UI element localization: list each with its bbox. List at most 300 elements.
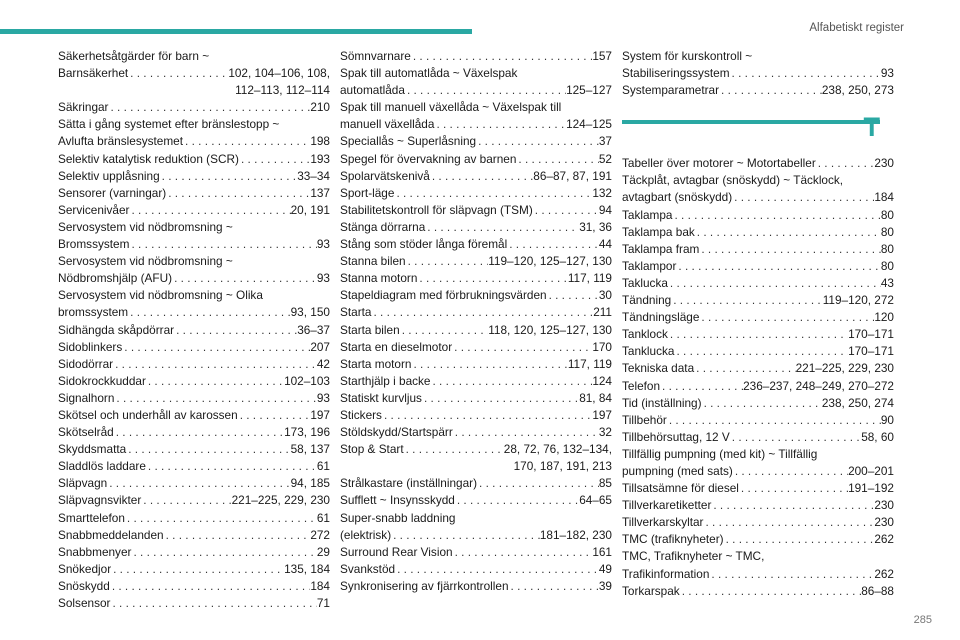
- page-references: 230: [874, 156, 894, 171]
- index-entry-line: [58, 458, 330, 475]
- dot-leader: [111, 561, 284, 578]
- index-term: avtagbart (snöskydd): [622, 190, 733, 205]
- index-term: Systemparametrar: [622, 83, 720, 98]
- index-term: Taklucka: [622, 275, 668, 290]
- index-entry: [340, 475, 612, 492]
- index-term: Stång som stöder långa föremål: [340, 237, 508, 252]
- index-entry: [622, 548, 894, 582]
- index-entry: [58, 595, 330, 612]
- dot-leader: [674, 343, 848, 360]
- index-entry: [622, 82, 894, 99]
- dot-leader: [406, 253, 489, 270]
- dot-leader: [547, 287, 599, 304]
- index-entry: [340, 168, 612, 185]
- page-references: 210: [310, 100, 330, 115]
- dot-leader: [114, 390, 316, 407]
- index-entry-line: [622, 65, 894, 82]
- index-entry-line: [340, 356, 612, 373]
- page-references: 93: [316, 237, 330, 252]
- index-entry: [340, 219, 612, 236]
- index-term: Surround Rear Vision: [340, 544, 453, 559]
- page-references: 200–201: [848, 463, 894, 478]
- page-references: 262: [874, 532, 894, 547]
- dot-leader: [174, 322, 297, 339]
- index-term: Strålkastare (inställningar): [340, 476, 478, 491]
- page-references-continued: 112–113, 112–114: [235, 83, 330, 98]
- index-entry: [622, 480, 894, 497]
- index-term: Sladdlös laddare: [58, 459, 146, 474]
- index-entry-line: [340, 544, 612, 561]
- index-entry-line: [340, 99, 612, 116]
- index-entry: [622, 258, 894, 275]
- dot-leader: [391, 527, 540, 544]
- page-references: 37: [598, 134, 612, 149]
- index-term: Snöskydd: [58, 578, 110, 593]
- index-term: pumpning (med sats): [622, 463, 733, 478]
- index-entry-line: [622, 326, 894, 343]
- index-entry: [58, 424, 330, 441]
- index-entry: [58, 510, 330, 527]
- index-entry-line: [58, 441, 330, 458]
- index-entry-line: [58, 168, 330, 185]
- page-references: 49: [598, 561, 612, 576]
- index-term: Starta motorn: [340, 356, 412, 371]
- index-entry-line: [58, 561, 330, 578]
- page-references: 20, 191: [290, 202, 330, 217]
- index-term: Starta: [340, 305, 372, 320]
- index-entry-line: [58, 151, 330, 168]
- page-references: 36–37: [297, 322, 330, 337]
- index-term: Servicenivåer: [58, 202, 130, 217]
- dot-leader: [107, 475, 290, 492]
- page-references: 135, 184: [284, 561, 330, 576]
- dot-leader: [533, 202, 599, 219]
- index-term: Snökedjor: [58, 561, 112, 576]
- index-entry: [622, 343, 894, 360]
- index-entry: [58, 116, 330, 150]
- index-entry-line: [340, 185, 612, 202]
- index-term: Tillfällig pumpning (med kit) ~ Tillfällig: [622, 446, 818, 461]
- dot-leader: [453, 544, 593, 561]
- dot-leader: [453, 424, 599, 441]
- page-references: 52: [598, 151, 612, 166]
- index-term: Tillsatsämne för diesel: [622, 481, 739, 496]
- dot-leader: [164, 527, 311, 544]
- dot-leader: [425, 219, 579, 236]
- page-references: 33–34: [297, 168, 330, 183]
- index-term: TMC (trafiknyheter): [622, 532, 724, 547]
- index-entry: [340, 304, 612, 321]
- page-references: 30: [598, 288, 612, 303]
- page-references: 161: [592, 544, 612, 559]
- index-entry-line: [340, 82, 612, 99]
- dot-leader: [695, 224, 881, 241]
- index-entry-line: [340, 219, 612, 236]
- page-references: 117, 119: [567, 271, 612, 286]
- dot-leader: [394, 185, 592, 202]
- dot-leader: [699, 309, 874, 326]
- dot-leader: [719, 82, 822, 99]
- page-references: 157: [592, 49, 612, 63]
- index-term: Spak till manuell växellåda ~ Växelspak till: [340, 100, 562, 115]
- index-term: Släpvagn: [58, 476, 108, 491]
- index-term: Starta en dieselmotor: [340, 339, 453, 354]
- index-entry-line: [58, 202, 330, 219]
- index-column-2: [340, 48, 612, 595]
- page-references: 119–120, 272: [822, 293, 894, 308]
- index-entry-line: [58, 339, 330, 356]
- page-references: 90: [880, 412, 894, 427]
- dot-leader: [452, 339, 592, 356]
- index-term: Sidokrockkuddar: [58, 373, 146, 388]
- dot-leader: [724, 531, 875, 548]
- page-references: 120: [874, 310, 894, 325]
- index-entry: [340, 322, 612, 339]
- section-letter: T: [863, 112, 880, 143]
- index-entry-line: [340, 65, 612, 82]
- index-entry-line: [58, 270, 330, 287]
- page-references: 80: [880, 207, 894, 222]
- index-entry-line: [622, 224, 894, 241]
- page-references: 238, 250, 273: [821, 83, 894, 98]
- dot-leader: [109, 99, 311, 116]
- index-entry: [58, 322, 330, 339]
- dot-leader: [694, 360, 795, 377]
- index-entry: [622, 412, 894, 429]
- index-term: Tändningsläge: [622, 310, 700, 325]
- dot-leader: [671, 292, 823, 309]
- dot-leader: [477, 475, 599, 492]
- index-entry-line: [340, 151, 612, 168]
- index-term: Statiskt kurvljus: [340, 390, 422, 405]
- index-entry: [340, 390, 612, 407]
- index-entry: [622, 275, 894, 292]
- dot-leader: [673, 207, 881, 224]
- index-term: Spegel för övervakning av barnen: [340, 151, 517, 166]
- index-term: Sätta i gång systemet efter bränslestopp ~: [58, 117, 280, 132]
- index-term: Tabeller över motorer ~ Motortabeller: [622, 156, 816, 171]
- page-references: 184: [310, 578, 330, 593]
- dot-leader: [382, 407, 592, 424]
- page-references: 93, 150: [290, 305, 330, 320]
- index-entry: [622, 360, 894, 377]
- index-column-3: [622, 48, 894, 600]
- index-term: Sidoblinkers: [58, 339, 123, 354]
- dot-leader: [395, 561, 599, 578]
- index-term: Trafikinformation: [622, 566, 710, 581]
- index-entry-line: [622, 275, 894, 292]
- page-references: 170–171: [848, 344, 894, 359]
- index-entry-line: [340, 390, 612, 407]
- page-number: 285: [913, 614, 932, 626]
- dot-leader: [711, 497, 874, 514]
- index-entry-line: [58, 322, 330, 339]
- index-entry-line: [58, 595, 330, 612]
- letter-section-header: [622, 108, 894, 151]
- index-entry: [340, 65, 612, 99]
- index-term: Stapeldiagram med förbrukningsvärden: [340, 288, 547, 303]
- page-references: 80: [880, 224, 894, 239]
- index-entry-line: [58, 407, 330, 424]
- page-references: 42: [316, 356, 330, 371]
- index-entry: [58, 527, 330, 544]
- index-term: Super-snabb laddning: [340, 510, 456, 525]
- index-entry-line: [622, 514, 894, 531]
- index-entry: [622, 155, 894, 172]
- dot-leader: [476, 133, 599, 150]
- index-entry: [58, 253, 330, 287]
- dot-leader: [431, 373, 593, 390]
- index-entry-line: [622, 189, 894, 206]
- dot-leader: [702, 395, 822, 412]
- index-entry-line: [622, 82, 894, 99]
- index-entry-line: [340, 133, 612, 150]
- index-entry-line: [58, 544, 330, 561]
- page-references: 93: [316, 271, 330, 286]
- dot-leader: [114, 424, 284, 441]
- page-references: 94: [598, 202, 612, 217]
- index-entry-line: [58, 424, 330, 441]
- index-entry-line: [622, 497, 894, 514]
- index-entry-line: [340, 48, 612, 65]
- page-references: 124: [592, 373, 612, 388]
- index-term: Torkarspak: [622, 583, 680, 598]
- index-term: Servosystem vid nödbromsning ~ Olika: [58, 288, 263, 303]
- page-references-continued: 170, 187, 191, 213: [513, 459, 612, 474]
- page-references: 71: [316, 596, 330, 610]
- index-entry: [58, 544, 330, 561]
- index-entry-line: [622, 155, 894, 172]
- index-entry: [622, 292, 894, 309]
- index-entry: [622, 309, 894, 326]
- dot-leader: [680, 583, 861, 600]
- page-references: 137: [310, 185, 330, 200]
- index-entry-line: [58, 390, 330, 407]
- index-entry: [340, 544, 612, 561]
- dot-leader: [739, 480, 848, 497]
- page-references: 207: [310, 339, 330, 354]
- page-references: 170: [592, 339, 612, 354]
- index-entry-line: [58, 527, 330, 544]
- dot-leader: [183, 133, 310, 150]
- index-term: Stickers: [340, 407, 382, 422]
- page-references: 93: [880, 66, 894, 81]
- index-entry: [622, 446, 894, 480]
- index-term: Spak till automatlåda ~ Växelspak: [340, 66, 518, 81]
- index-entry: [622, 326, 894, 343]
- index-entry: [58, 475, 330, 492]
- index-term: Säkringar: [58, 100, 109, 115]
- dot-leader: [146, 458, 317, 475]
- index-entry: [340, 510, 612, 544]
- page-references: 211: [593, 305, 612, 320]
- index-entry-line: [58, 578, 330, 595]
- index-term: Servosystem vid nödbromsning ~: [58, 219, 233, 234]
- index-entry: [340, 441, 612, 475]
- index-entry-line: [622, 360, 894, 377]
- index-entry: [340, 339, 612, 356]
- index-term: Snabbmeddelanden: [58, 527, 164, 542]
- page-references: 184: [874, 190, 894, 205]
- index-term: Servosystem vid nödbromsning ~: [58, 254, 233, 269]
- index-entry: [340, 492, 612, 509]
- index-term: Starta bilen: [340, 322, 400, 337]
- page-references: 93: [316, 390, 330, 405]
- index-entry-line: [340, 287, 612, 304]
- index-entry-line: [340, 407, 612, 424]
- dot-leader: [733, 463, 848, 480]
- index-entry: [622, 241, 894, 258]
- index-entry: [58, 390, 330, 407]
- page-references: 58, 60: [861, 429, 894, 444]
- dot-leader: [699, 241, 881, 258]
- page-references: 262: [874, 566, 894, 581]
- index-entry-line: [622, 548, 894, 565]
- dot-leader: [160, 168, 298, 185]
- index-term: Stanna bilen: [340, 254, 406, 269]
- index-term: System för kurskontroll ~: [622, 49, 753, 63]
- index-term: manuell växellåda: [340, 117, 435, 132]
- index-entry: [340, 151, 612, 168]
- page-references: 85: [598, 476, 612, 491]
- index-term: Signalhorn: [58, 390, 115, 405]
- dot-leader: [430, 168, 533, 185]
- index-term: Tändning: [622, 293, 672, 308]
- index-entry-line: [622, 395, 894, 412]
- index-entry-line: [340, 578, 612, 595]
- dot-leader: [113, 356, 317, 373]
- index-entry: [340, 578, 612, 595]
- index-term: TMC, Trafiknyheter ~ TMC,: [622, 549, 765, 564]
- index-entry-line: [340, 527, 612, 544]
- index-entry-line: [622, 531, 894, 548]
- page-references: 197: [310, 407, 330, 422]
- index-term: Speciallås ~ Superlåsning: [340, 134, 477, 149]
- section-title: Alfabetiskt register: [809, 22, 904, 34]
- page-references: 31, 36: [579, 219, 612, 234]
- index-term: Taklampa: [622, 207, 673, 222]
- dot-leader: [816, 155, 875, 172]
- index-entry: [340, 48, 612, 65]
- index-term: Synkronisering av fjärrkontrollen: [340, 578, 509, 593]
- index-entry: [58, 373, 330, 390]
- index-entry: [622, 395, 894, 412]
- index-term: Selektiv katalytisk reduktion (SCR): [58, 151, 239, 166]
- index-term: Tillverkarskyltar: [622, 515, 704, 530]
- index-term: Selektiv upplåsning: [58, 168, 160, 183]
- index-entry-line: [622, 463, 894, 480]
- index-entry-line: [340, 441, 612, 458]
- dot-leader: [404, 441, 504, 458]
- index-term: Sömnvarnare: [340, 49, 411, 63]
- index-entry: [58, 561, 330, 578]
- dot-leader: [676, 258, 880, 275]
- index-entry: [340, 373, 612, 390]
- page-references: 117, 119: [567, 356, 612, 371]
- index-term: Sidodörrar: [58, 356, 114, 371]
- index-entry-line: [58, 253, 330, 270]
- dot-leader: [125, 510, 317, 527]
- index-entry-line: [340, 424, 612, 441]
- index-term: Barnsäkerhet: [58, 66, 129, 81]
- dot-leader: [122, 339, 310, 356]
- dot-leader: [238, 407, 311, 424]
- index-entry-line: [622, 48, 894, 65]
- page-references: 221–225, 229, 230: [795, 361, 894, 376]
- page-references: 64–65: [579, 493, 612, 508]
- dot-leader: [417, 270, 567, 287]
- page-references: 236–237, 248–249, 270–272: [743, 378, 894, 393]
- index-term: Stabiliseringssystem: [622, 66, 730, 81]
- page-references: 230: [874, 515, 894, 530]
- index-entry-line: [622, 241, 894, 258]
- index-entry-line: [58, 475, 330, 492]
- index-term: Avlufta bränslesystemet: [58, 134, 184, 149]
- page-references: 61: [316, 459, 330, 474]
- index-entry-line: [340, 116, 612, 133]
- index-entry-line: [622, 412, 894, 429]
- index-entry: [622, 514, 894, 531]
- index-entry: [340, 236, 612, 253]
- page-references: 272: [310, 527, 330, 542]
- page-references: 119–120, 125–127, 130: [488, 254, 612, 269]
- dot-leader: [141, 492, 231, 509]
- index-entry: [58, 168, 330, 185]
- index-term: Skyddsmatta: [58, 442, 127, 457]
- index-entry-line: [340, 202, 612, 219]
- index-entry-line: [340, 270, 612, 287]
- index-term: bromssystem: [58, 305, 129, 320]
- index-term: Bromssystem: [58, 237, 130, 252]
- page-references: 29: [316, 544, 330, 559]
- header-accent-bar: [0, 29, 472, 34]
- dot-leader: [730, 429, 861, 446]
- dot-leader: [110, 595, 316, 612]
- index-term: automatlåda: [340, 83, 405, 98]
- dot-leader: [422, 390, 579, 407]
- index-term: Sensorer (varningar): [58, 185, 167, 200]
- index-term: Nödbromshjälp (AFU): [58, 271, 173, 286]
- index-entry: [622, 207, 894, 224]
- index-entry-line: [622, 292, 894, 309]
- page-references: 28, 72, 76, 132–134,: [503, 442, 612, 457]
- index-entry-line: [340, 236, 612, 253]
- page-references: 80: [880, 258, 894, 273]
- index-entry-line: [58, 236, 330, 253]
- index-entry-line: [622, 258, 894, 275]
- dot-leader: [411, 356, 567, 373]
- dot-leader: [239, 151, 310, 168]
- dot-leader: [411, 48, 592, 65]
- dot-leader: [129, 236, 316, 253]
- index-term: Säkerhetsåtgärder för barn ~: [58, 49, 210, 63]
- index-entry-line: [58, 356, 330, 373]
- index-entry-line: [340, 253, 612, 270]
- index-term: Snabbmenyer: [58, 544, 132, 559]
- index-entry-line: [58, 373, 330, 390]
- dot-leader: [110, 578, 311, 595]
- dot-leader: [128, 65, 228, 82]
- page-references: 86–88: [861, 583, 894, 598]
- page-references: 238, 250, 274: [821, 395, 894, 410]
- index-entry-line: [622, 480, 894, 497]
- index-entry-line: [340, 510, 612, 527]
- index-entry: [58, 441, 330, 458]
- index-entry: [58, 185, 330, 202]
- index-term: Stabilitetskontroll för släpvagn (TSM): [340, 202, 533, 217]
- index-entry-line: [622, 207, 894, 224]
- index-term: Stanna motorn: [340, 271, 418, 286]
